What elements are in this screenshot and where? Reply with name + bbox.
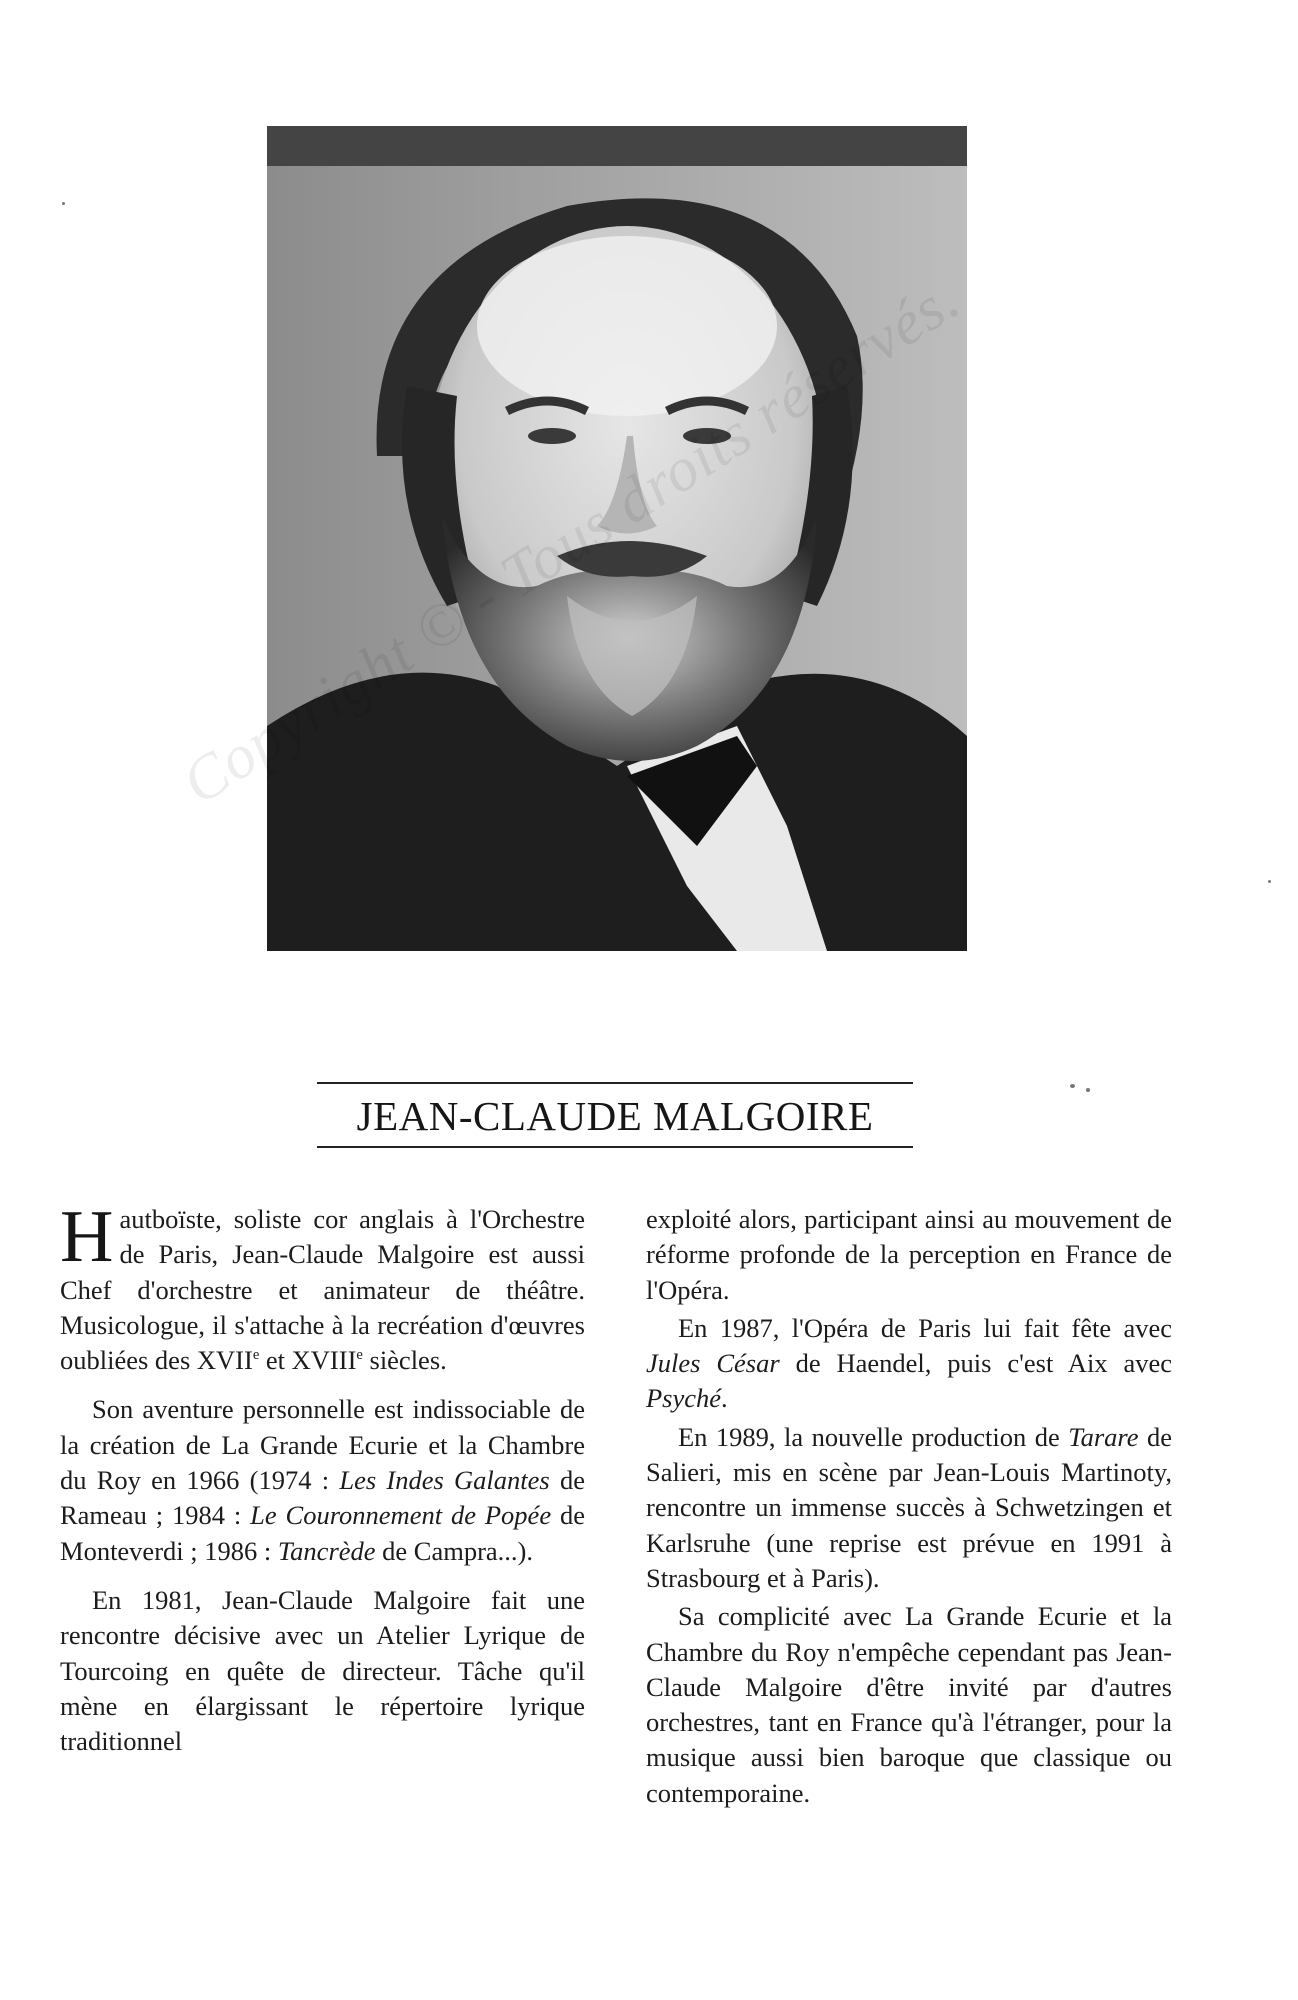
drop-cap: H [60,1196,114,1278]
paragraph-1989 [646,1420,1172,1596]
work-title-tarare: Tarare [1068,1421,1139,1452]
work-title-tancrede: Tancrède [277,1535,376,1566]
left-column [60,1196,585,1759]
superscript-e-1: e [252,1347,260,1364]
text-1989-1: En 1989, la nouvelle production de [678,1421,1069,1452]
text-1987-1: En 1987, l'Opéra de Paris lui fait fête avec [678,1312,1172,1343]
work-title-psyche: Psyché [646,1383,722,1414]
superscript-e-2: e [356,1347,363,1364]
speck-3 [62,202,65,205]
intro-text-start: autboïste, soliste cor anglais à l'Orchestre de Paris, Jean-Claude Malgoire est aussi Chef d'orchestre et animateur de théâtre. Musicologue, il s'attache à la recréation d'œuvres oubliées des XVII [60,1204,585,1376]
text-1989-2: de Salieri, mis en scène par Jean-Louis Martinoty, rencontre un immense succès à Schwetzingen et Karlsruhe (une reprise est prévue en 1991 à Strasbourg et à Paris). [646,1421,1172,1593]
text-1987-3: . [721,1383,728,1414]
paragraph-aventure [60,1392,585,1568]
right-column [646,1202,1172,1811]
paragraph-intro [60,1196,585,1378]
paragraph-complicite: Sa complicité avec La Grande Ecurie et la Chambre du Roy n'empêche cependant pas Jean-Claude Malgoire d'être invité par d'autres orchestres, tant en France qu'à l'étranger, pour la musique aussi bien baroque que classique ou contemporaine. [646,1601,1172,1808]
work-title-jules-cesar: Jules César [646,1348,780,1379]
speck-1 [1070,1084,1075,1088]
aventure-text-1: Son aventure personnelle est indissociable de la création de La Grande Ecurie et la Chambre du Roy en 1966 (1974 : [60,1394,585,1496]
aventure-text-2: de Rameau ; 1984 : [60,1465,585,1531]
work-title-couronnement: Le Couronnement de Popée [250,1500,552,1531]
paragraph-continuation: exploité alors, participant ainsi au mouvement de réforme profonde de la perception en France de l'Opéra. [646,1204,1172,1305]
speck-2 [1086,1088,1090,1092]
portrait-illustration [267,126,967,951]
page-title: JEAN-CLAUDE MALGOIRE [356,1093,874,1139]
aventure-text-4: de Campra...). [375,1535,534,1566]
text-1987-2: de Haendel, puis c'est Aix avec [779,1348,1172,1379]
intro-text-end: siècles. [362,1345,447,1376]
title-rule-box [317,1082,913,1148]
paragraph-1987 [646,1311,1172,1417]
intro-text-mid: et XVIII [259,1345,357,1376]
speck-4 [1268,880,1271,883]
aventure-text-3: de Monteverdi ; 1986 : [60,1500,585,1566]
portrait-photo [267,126,967,951]
paragraph-1981: En 1981, Jean-Claude Malgoire fait une rencontre décisive avec un Atelier Lyrique de Tourcoing en quête de directeur. Tâche qu'il mène en élargissant le répertoire lyrique traditionnel [60,1584,585,1757]
work-title-indes-galantes: Les Indes Galantes [339,1465,550,1496]
